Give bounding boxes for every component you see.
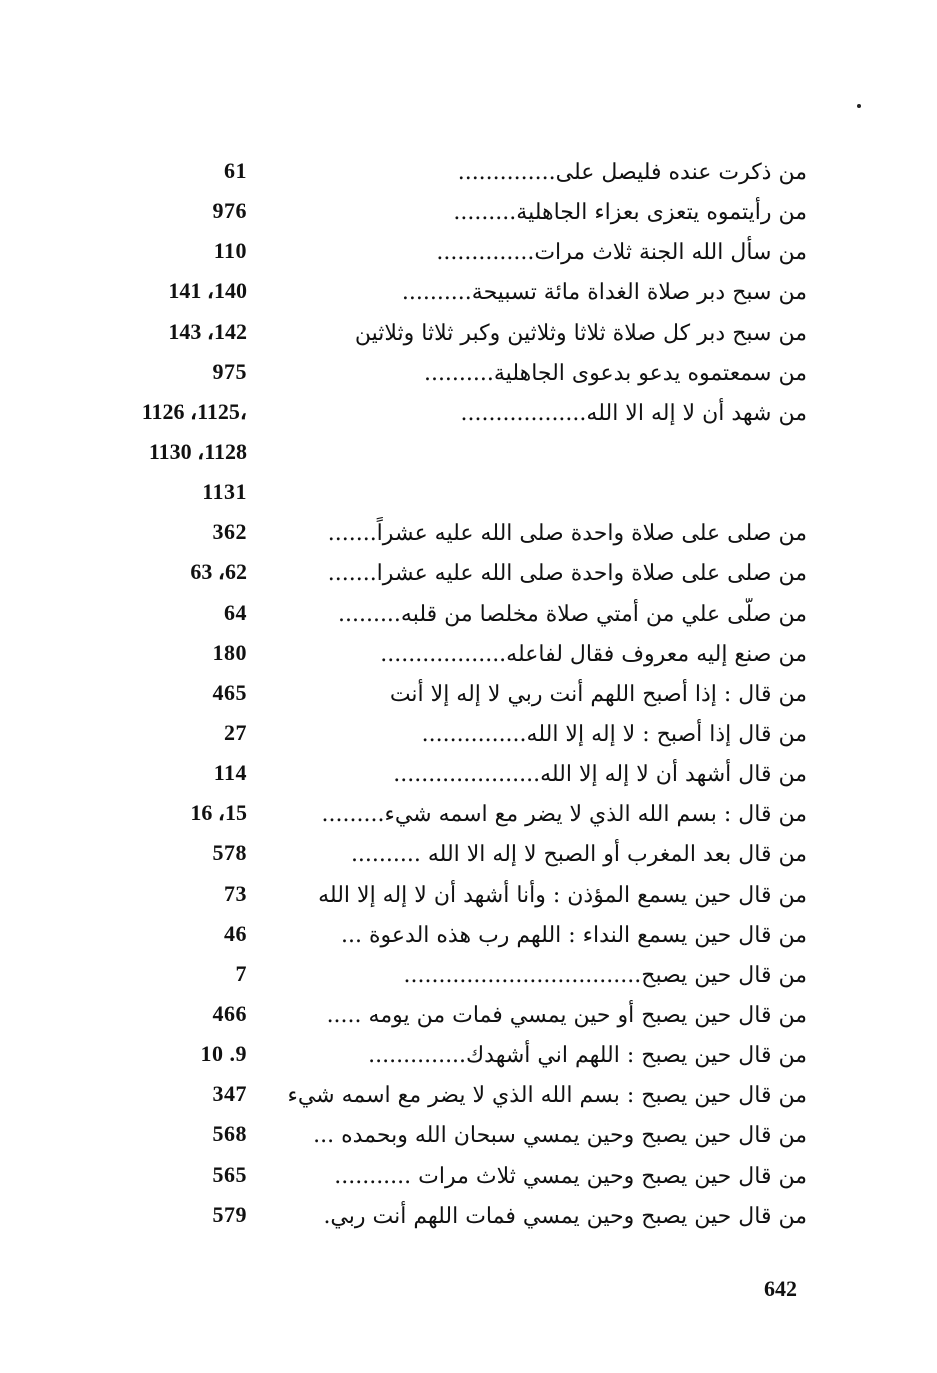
index-entry-continuation: [0, 473, 937, 513]
entry-text: من قال بعد المغرب أو الصبح لا إله الا الله ..........: [350, 842, 807, 868]
index-entry: [0, 313, 937, 353]
entry-text: من قال حين يصبح وحين يمسي سبحان الله وبحمده ...: [313, 1123, 807, 1149]
entry-text: من قال حين يصبح أو حين يمسي فمات من يومه .....: [326, 1002, 807, 1028]
entry-text: من سمعتموه يدعو بدعوى الجاهلية..........: [423, 360, 807, 386]
entry-text: من سبح دبر صلاة الغداة مائة تسبيحة..........: [401, 280, 807, 306]
index-entry: [0, 875, 937, 915]
entry-pages: 64: [224, 599, 247, 625]
entry-text: من شهد أن لا إله الا الله..................: [460, 400, 807, 426]
index-entry: [0, 152, 937, 192]
index-entry: [0, 915, 937, 955]
entry-pages: 975: [212, 358, 247, 384]
index-entry: [0, 393, 937, 433]
index-entry: [0, 272, 937, 312]
entry-pages: 16 ،15: [190, 800, 247, 826]
entry-pages: 180: [212, 639, 247, 665]
entry-pages: 1131: [202, 479, 247, 505]
entry-text: من صلى على صلاة واحدة صلى الله عليه عشراً.......: [327, 521, 807, 547]
entry-pages: 110: [213, 238, 247, 264]
entry-text: من صلّى علي من أمتي صلاة مخلصا من قلبه.........: [337, 601, 807, 627]
entry-text: من قال حين يصبح : بسم الله الذي لا يضر مع اسمه شيء: [287, 1083, 807, 1109]
entry-text: من قال : بسم الله الذي لا يضر مع اسمه شيء.........: [321, 802, 807, 828]
index-entry: [0, 714, 937, 754]
index-entry: [0, 794, 937, 834]
entry-pages: 347: [212, 1081, 247, 1107]
index-entry: [0, 353, 937, 393]
entry-text: من قال : إذا أصبح اللهم أنت ربي لا إله إلا أنت: [389, 681, 807, 707]
entry-pages: 141 ،140: [168, 278, 247, 304]
entry-text: من صنع إليه معروف فقال لفاعله..................: [380, 641, 807, 667]
entry-pages: 114: [213, 760, 247, 786]
entry-text: من قال إذا أصبح : لا إله إلا الله...............: [421, 721, 807, 747]
index-entry: [0, 232, 937, 272]
index-entry-continuation: [0, 433, 937, 473]
entry-text: من رأيتموه يتعزى بعزاء الجاهلية.........: [453, 200, 807, 226]
entry-pages: 466: [212, 1000, 247, 1026]
entry-pages: 578: [212, 840, 247, 866]
entry-pages: 1130 ،1128: [148, 438, 247, 464]
entry-pages: 61: [224, 158, 247, 183]
index-entry: [0, 674, 937, 714]
index-entry: [0, 513, 937, 553]
entry-pages: 579: [212, 1201, 247, 1227]
index-entry: [0, 192, 937, 232]
entry-pages: 143 ،142: [168, 318, 247, 344]
index-entry: [0, 1075, 937, 1115]
index-entry: [0, 594, 937, 634]
entry-pages: 1126 ،1125،: [141, 398, 247, 424]
entry-text: من قال أشهد أن لا إله إلا الله.....................: [393, 762, 807, 788]
entry-pages: 63 ،62: [190, 559, 247, 585]
entry-text: من قال حين يصبح وحين يمسي فمات اللهم أنت ربي.: [323, 1203, 807, 1229]
entry-pages: 10 .9: [200, 1041, 247, 1067]
index-list: [0, 152, 937, 1236]
entry-text: من سأل الله الجنة ثلاث مرات..............: [436, 240, 807, 266]
entry-pages: 362: [212, 519, 247, 545]
entry-text: من قال حين يسمع النداء : اللهم رب هذه الدعوة ...: [341, 922, 807, 948]
index-entry: [0, 834, 937, 874]
entry-text: من ذكرت عنده فليصل على..............: [457, 160, 807, 185]
entry-pages: 565: [212, 1161, 247, 1187]
entry-pages: 7: [235, 960, 247, 986]
index-entry: [0, 995, 937, 1035]
entry-pages: 46: [224, 920, 247, 946]
entry-text: من سبح دبر كل صلاة ثلاثا وثلاثين وكبر ثلاثا وثلاثين: [354, 320, 807, 346]
index-entry: [0, 955, 937, 995]
index-entry: [0, 634, 937, 674]
index-entry: [0, 1035, 937, 1075]
entry-pages: 27: [224, 719, 247, 745]
entry-text: من قال حين يصبح..................................: [403, 962, 807, 988]
entry-pages: 465: [212, 679, 247, 705]
index-entry: [0, 1196, 937, 1236]
stray-dot: [857, 104, 861, 108]
entry-pages: 73: [224, 880, 247, 906]
entry-text: من قال حين يسمع المؤذن : وأنا أشهد أن لا إله إلا الله: [318, 882, 807, 908]
index-entry: [0, 754, 937, 794]
entry-pages: 568: [212, 1121, 247, 1147]
index-entry: [0, 1156, 937, 1196]
entry-text: من قال حين يصبح : اللهم اني أشهدك..............: [368, 1043, 807, 1069]
index-entry: [0, 1115, 937, 1155]
page-number: 642: [764, 1276, 797, 1301]
index-entry: [0, 553, 937, 593]
entry-text: من قال حين يصبح وحين يمسي ثلاث مرات ...........: [334, 1163, 807, 1189]
entry-text: من صلى على صلاة واحدة صلى الله عليه عشرا.......: [327, 561, 807, 587]
entry-pages: 976: [212, 198, 247, 224]
